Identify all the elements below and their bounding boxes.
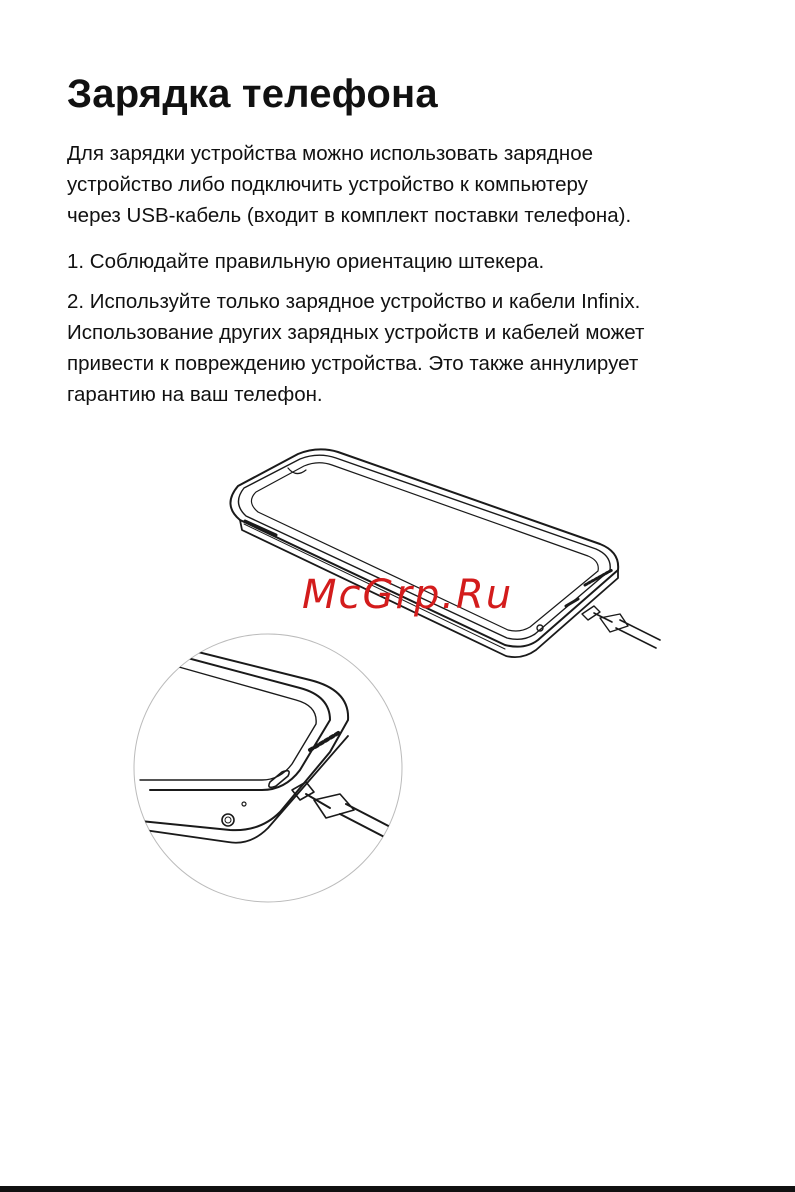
phone-outline-icon <box>230 449 618 657</box>
step-2-line: гарантию на ваш телефон. <box>67 383 323 406</box>
phone-charging-illustration <box>0 440 795 920</box>
intro-line: устройство либо подключить устройство к компьютеру <box>67 173 588 196</box>
step-2 <box>67 286 767 410</box>
zoom-detail-icon <box>130 634 402 902</box>
intro-line: через USB-кабель (входит в комплект поставки телефона). <box>67 204 632 227</box>
step-1-text: 1. Соблюдайте правильную ориентацию штекера. <box>67 250 545 273</box>
intro-paragraph <box>67 138 767 231</box>
watermark: McGrp.Ru <box>302 572 514 618</box>
intro-line: Для зарядки устройства можно использовать зарядное <box>67 142 593 165</box>
step-2-line: 2. Используйте только зарядное устройство и кабели Infinix. <box>67 290 641 313</box>
step-2-line: Использование других зарядных устройств и кабелей может <box>67 321 645 344</box>
page-title: Зарядка телефона <box>67 72 438 116</box>
step-2-line: привести к повреждению устройства. Это также аннулирует <box>67 352 639 375</box>
step-1 <box>67 246 767 277</box>
usb-cable-icon <box>582 606 660 648</box>
bottom-rule <box>0 1186 795 1192</box>
